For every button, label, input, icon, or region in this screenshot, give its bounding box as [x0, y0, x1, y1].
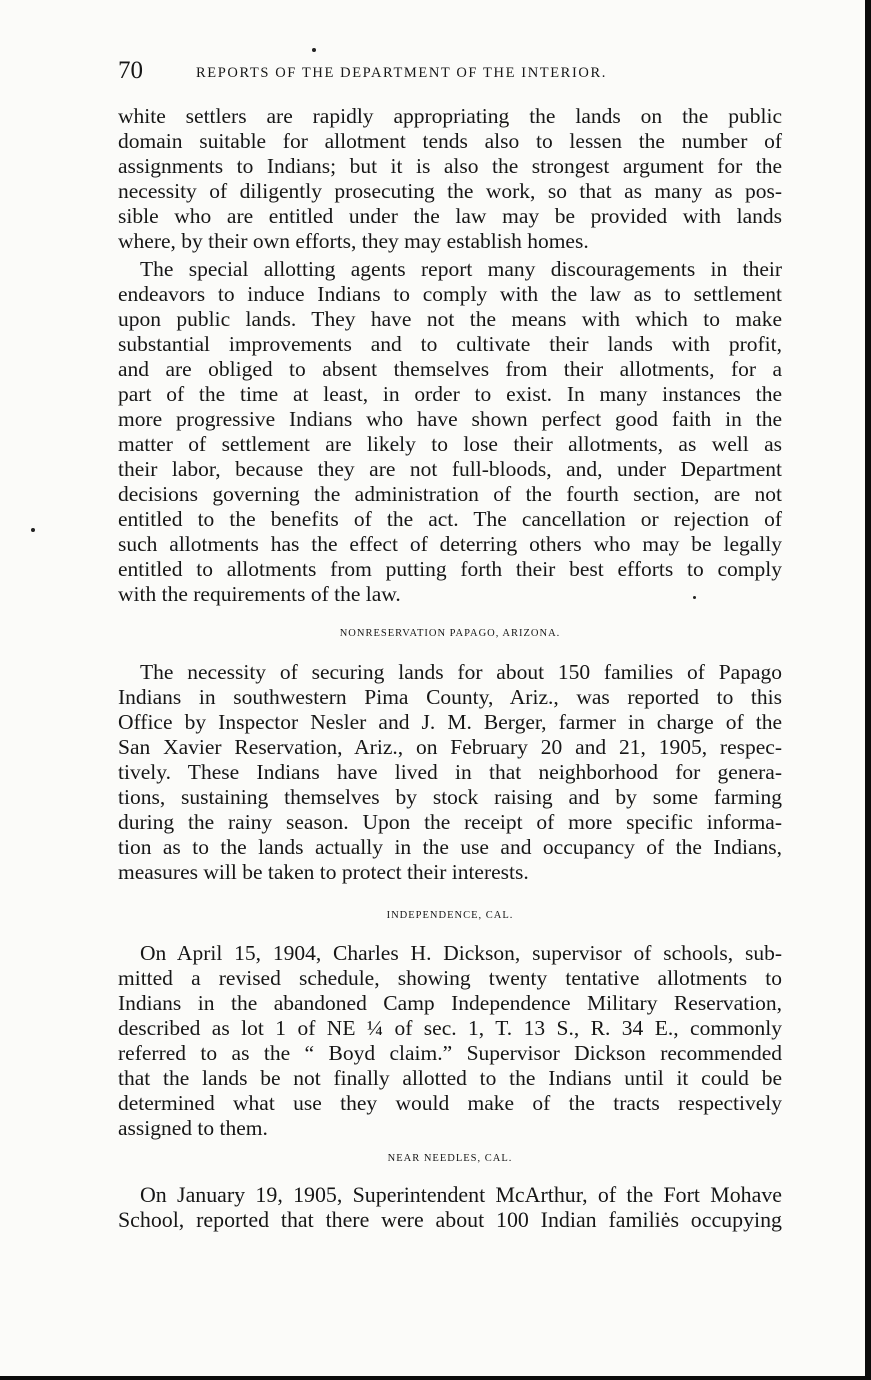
page-number: 70 [118, 57, 143, 84]
text-line: domain suitable for allotment tends also to lessen the number of [118, 129, 782, 153]
text-line: white settlers are rapidly appropriating the lands on the public [118, 104, 782, 128]
section-heading: INDEPENDENCE, CAL. [386, 910, 514, 921]
text-line: that the lands be not finally allotted to the Indians until it could be [118, 1066, 782, 1090]
text-line: entitled to the benefits of the act. The cancellation or rejection of [118, 507, 782, 531]
text-line: mitted a revised schedule, showing twenty tentative allotments to [118, 966, 782, 990]
paragraph-near-needles [118, 1182, 782, 1232]
text-line: assignments to Indians; but it is also the strongest argument for the [118, 154, 782, 178]
scan-edge-bottom [0, 1376, 871, 1380]
scan-speck [693, 596, 696, 599]
text-line: matter of settlement are likely to lose their allotments, as well as [118, 432, 782, 456]
section-heading: NONRESERVATION PAPAGO, ARIZONA. [339, 628, 561, 639]
text-line: with the requirements of the law. [118, 582, 401, 606]
paragraph-continued [118, 104, 782, 254]
text-line: measures will be taken to protect their interests. [118, 860, 529, 884]
text-line: tions, sustaining themselves by stock raising and by some farming [118, 785, 782, 809]
text-line: referred to as the “ Boyd claim.” Supervisor Dickson recommended [118, 1041, 782, 1065]
text-line: and are obliged to absent themselves from their allotments, for a [118, 357, 782, 381]
text-line: decisions governing the administration of the fourth section, are not [118, 482, 782, 506]
text-line: entitled to allotments from putting forth their best efforts to comply [118, 557, 782, 581]
running-head [118, 56, 782, 86]
text-line: Office by Inspector Nesler and J. M. Berger, farmer in charge of the [118, 710, 782, 734]
text-line: their labor, because they are not full-bloods, and, under Department [118, 457, 782, 481]
section-heading: NEAR NEEDLES, CAL. [387, 1153, 513, 1164]
text-line: On April 15, 1904, Charles H. Dickson, supervisor of schools, sub- [140, 941, 782, 965]
text-line: The necessity of securing lands for about 150 families of Papago [140, 660, 782, 684]
text-line: part of the time at least, in order to exist. In many instances the [118, 382, 782, 406]
text-line: necessity of diligently prosecuting the work, so that as many as pos- [118, 179, 782, 203]
scan-speck [312, 48, 316, 52]
paragraph-papago [118, 660, 782, 885]
text-line: where, by their own efforts, they may establish homes. [118, 229, 589, 253]
text-line: Indians in southwestern Pima County, Ariz., was reported to this [118, 685, 782, 709]
text-line: assigned to them. [118, 1116, 268, 1140]
text-line: endeavors to induce Indians to comply with the law as to settlement [118, 282, 782, 306]
text-line: determined what use they would make of the tracts respectively [118, 1091, 782, 1115]
text-line: tion as to the lands actually in the use and occupancy of the Indians, [118, 835, 782, 859]
text-line: On January 19, 1905, Superintendent McArthur, of the Fort Mohave [140, 1182, 782, 1207]
text-line: tively. These Indians have lived in that neighborhood for genera- [118, 760, 782, 784]
running-title: REPORTS OF THE DEPARTMENT OF THE INTERIOR. [196, 65, 607, 81]
text-line: during the rainy season. Upon the receipt of more specific informa- [118, 810, 782, 834]
scan-edge-right [865, 0, 871, 1380]
text-line: substantial improvements and to cultivate their lands with profit, [118, 332, 782, 356]
scan-speck [31, 528, 35, 532]
paragraph-allotting-agents [118, 257, 782, 607]
text-line: upon public lands. They have not the means with which to make [118, 307, 782, 331]
text-line: described as lot 1 of NE ¼ of sec. 1, T. 13 S., R. 34 E., commonly [118, 1016, 782, 1040]
text-line: sible who are entitled under the law may be provided with lands [118, 204, 782, 228]
text-line: Indians in the abandoned Camp Independence Military Reservation, [118, 991, 782, 1015]
text-line: San Xavier Reservation, Ariz., on February 20 and 21, 1905, respec- [118, 735, 782, 759]
paragraph-independence [118, 941, 782, 1141]
text-line: School, reported that there were about 100 Indian familiės occupying [118, 1207, 782, 1232]
text-line: more progressive Indians who have shown perfect good faith in the [118, 407, 782, 431]
text-line: The special allotting agents report many discouragements in their [140, 257, 782, 281]
text-line: such allotments has the effect of deterring others who may be legally [118, 532, 782, 556]
